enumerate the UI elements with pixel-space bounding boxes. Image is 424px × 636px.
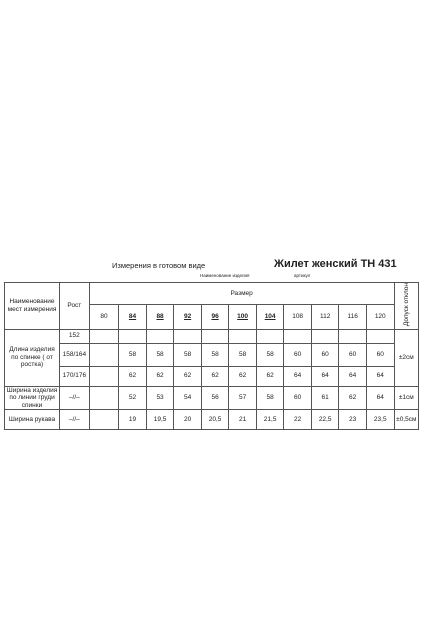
value-cell: 58 (256, 343, 284, 366)
size-cell: 100 (229, 305, 257, 329)
height-cell: –//– (60, 410, 90, 430)
size-table (4, 282, 419, 430)
value-cell (284, 329, 312, 343)
value-cell: 60 (284, 343, 312, 366)
value-cell: 62 (256, 366, 284, 386)
height-cell: 170/176 (60, 366, 90, 386)
tolerance-cell: ±1см (394, 386, 418, 409)
value-cell: 52 (119, 386, 147, 409)
value-cell (256, 329, 284, 343)
table-row (5, 386, 419, 409)
value-cell: 58 (174, 343, 202, 366)
value-cell: 21,5 (256, 410, 284, 430)
height-cell: 158/164 (60, 343, 90, 366)
value-cell: 62 (119, 366, 147, 386)
height-cell: –//– (60, 386, 90, 409)
value-cell (89, 386, 119, 409)
row-name-sleeve-width: Ширина рукава (5, 410, 60, 430)
size-cell: 112 (311, 305, 339, 329)
table-row (5, 329, 419, 343)
value-cell: 57 (229, 386, 257, 409)
product-name-caption: Наименование изделия (200, 273, 250, 278)
size-chart-sheet (4, 258, 419, 430)
value-cell (146, 329, 174, 343)
value-cell: 56 (201, 386, 229, 409)
size-cell: 84 (119, 305, 147, 329)
table-row (5, 343, 419, 366)
value-cell (339, 329, 367, 343)
value-cell: 58 (256, 386, 284, 409)
value-cell (366, 329, 394, 343)
tolerance-header: Допуск отклон (394, 283, 418, 330)
value-cell: 19,5 (146, 410, 174, 430)
tolerance-cell: ±0,5см (394, 410, 418, 430)
value-cell: 54 (174, 386, 202, 409)
value-cell (311, 329, 339, 343)
name-header: Наименование мест измерения (5, 283, 60, 330)
value-cell: 22 (284, 410, 312, 430)
value-cell: 64 (339, 366, 367, 386)
size-cell: 120 (366, 305, 394, 329)
value-cell: 21 (229, 410, 257, 430)
value-cell: 58 (229, 343, 257, 366)
value-cell: 23,5 (366, 410, 394, 430)
value-cell: 20,5 (201, 410, 229, 430)
size-cell: 80 (89, 305, 119, 329)
product-title: Жилет женский ТН 431 (274, 258, 397, 270)
value-cell: 62 (339, 386, 367, 409)
value-cell: 60 (339, 343, 367, 366)
tolerance-cell: ±2см (394, 329, 418, 386)
article-caption: артикул (294, 273, 311, 278)
value-cell: 64 (311, 366, 339, 386)
value-cell: 64 (284, 366, 312, 386)
value-cell: 22,5 (311, 410, 339, 430)
row-name-chest-width: Ширина изделия по линии груди спинки (5, 386, 60, 409)
value-cell: 58 (201, 343, 229, 366)
height-cell: 152 (60, 329, 90, 343)
value-cell: 23 (339, 410, 367, 430)
value-cell (174, 329, 202, 343)
value-cell: 62 (229, 366, 257, 386)
value-cell: 61 (311, 386, 339, 409)
value-cell: 60 (284, 386, 312, 409)
title-row (4, 258, 419, 272)
value-cell: 62 (201, 366, 229, 386)
row-name-back-length: Длина изделия по спинке ( от ростка) (5, 329, 60, 386)
value-cell: 64 (366, 386, 394, 409)
value-cell: 53 (146, 386, 174, 409)
table-row (5, 366, 419, 386)
value-cell: 60 (311, 343, 339, 366)
value-cell (89, 366, 119, 386)
header-row-1 (5, 283, 419, 305)
value-cell (89, 343, 119, 366)
size-cell: 88 (146, 305, 174, 329)
value-cell: 62 (174, 366, 202, 386)
subtitle-row (4, 272, 419, 282)
value-cell: 58 (146, 343, 174, 366)
value-cell (201, 329, 229, 343)
value-cell (89, 410, 119, 430)
value-cell (119, 329, 147, 343)
size-cell: 116 (339, 305, 367, 329)
size-cell: 108 (284, 305, 312, 329)
table-row (5, 410, 419, 430)
value-cell: 60 (366, 343, 394, 366)
value-cell: 64 (366, 366, 394, 386)
value-cell (89, 329, 119, 343)
value-cell: 20 (174, 410, 202, 430)
value-cell (229, 329, 257, 343)
value-cell: 62 (146, 366, 174, 386)
size-cell: 104 (256, 305, 284, 329)
height-header: Рост (60, 283, 90, 330)
value-cell: 19 (119, 410, 147, 430)
size-header: Размер (89, 283, 394, 305)
size-cell: 96 (201, 305, 229, 329)
size-cell: 92 (174, 305, 202, 329)
value-cell: 58 (119, 343, 147, 366)
measurements-title: Измерения в готовом виде (112, 261, 206, 270)
